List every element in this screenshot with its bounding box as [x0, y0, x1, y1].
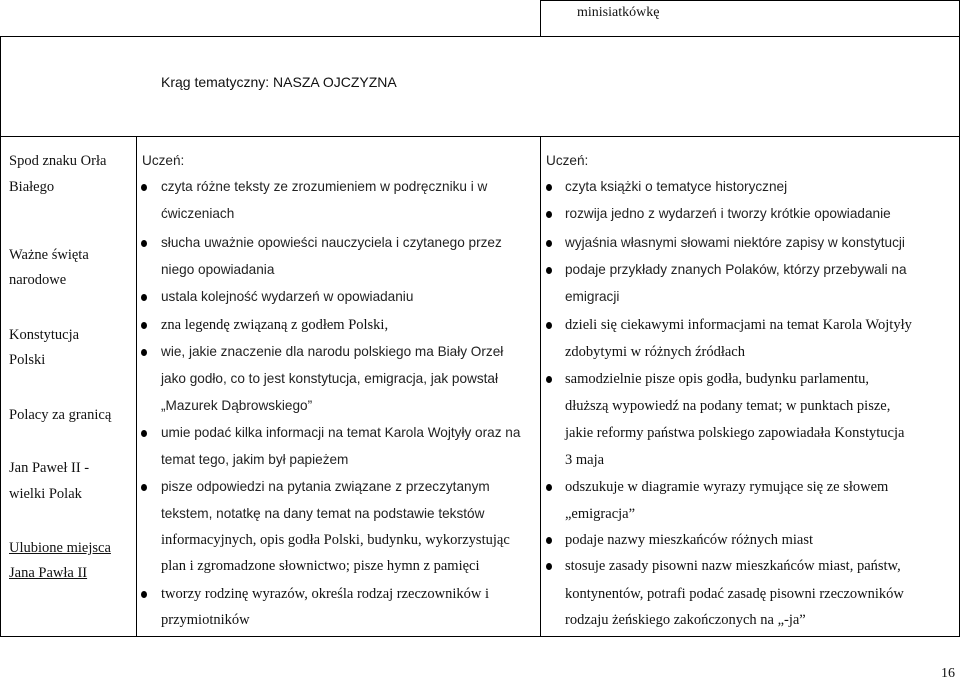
- extended-line: czyta książki o tematyce historycznej: [565, 179, 788, 194]
- extended-line: rodzaju żeńskiego zakończonych na „-ja”: [565, 612, 806, 628]
- basic-line: informacyjnych, opis godła Polski, budynku, wykorzystując: [161, 532, 510, 548]
- topic-line: Jan Paweł II -: [9, 460, 90, 476]
- basic-line: ustala kolejność wydarzeń w opowiadaniu: [161, 289, 414, 304]
- basic-line: niego opowiadania: [161, 262, 275, 277]
- bullet-icon: [141, 184, 147, 191]
- topic-line: Spod znaku Orła: [9, 153, 107, 169]
- extended-line: wyjaśnia własnymi słowami niektóre zapisy w konstytucji: [565, 235, 905, 250]
- basic-line: ćwiczeniach: [161, 206, 235, 221]
- basic-line: czyta różne teksty ze zrozumieniem w podręczniku i w: [161, 179, 488, 194]
- bullet-icon: [141, 322, 147, 329]
- bullet-icon: [141, 294, 147, 301]
- extended-line: dłuższą wypowiedź na podany temat; w punktach pisze,: [565, 398, 891, 414]
- basic-line: jako godło, co to jest konstytucja, emigracja, jak powstał: [161, 371, 498, 386]
- topic-line: Białego: [9, 179, 55, 195]
- bullet-icon: [546, 267, 552, 274]
- basic-line: tworzy rodzinę wyrazów, określa rodzaj rzeczowników i: [161, 586, 489, 602]
- extended-label: Uczeń:: [546, 153, 589, 168]
- topic-line: wielki Polak: [9, 486, 82, 502]
- basic-line: słucha uważnie opowieści nauczyciela i czytanego przez: [161, 235, 502, 250]
- basic-line: temat tego, jakim był papieżem: [161, 452, 349, 467]
- extended-line: jakie reformy państwa polskiego zapowiadała Konstytucja: [565, 425, 905, 441]
- basic-line: umie podać kilka informacji na temat Karola Wojtyły oraz na: [161, 425, 521, 440]
- bullet-icon: [141, 349, 147, 356]
- basic-line: plan i zgromadzone słownictwo; pisze hymn z pamięci: [161, 558, 480, 574]
- topic-line: Ważne święta: [9, 247, 89, 263]
- bullet-icon: [141, 430, 147, 437]
- basic-line: przymiotników: [161, 612, 250, 628]
- basic-line: tekstem, notatkę na dany temat na podstawie tekstów: [161, 506, 485, 521]
- extended-line: zdobytymi w różnych źródłach: [565, 344, 745, 360]
- topic-line: Ulubione miejsca: [9, 540, 111, 556]
- bullet-icon: [546, 184, 552, 191]
- top-cell-text: minisiatkówkę: [577, 5, 660, 20]
- basic-label: Uczeń:: [142, 153, 185, 168]
- topic-line: Polski: [9, 352, 46, 368]
- extended-line: podaje przykłady znanych Polaków, którzy przebywali na: [565, 262, 907, 277]
- extended-line: stosuje zasady pisowni nazw mieszkańców miast, państw,: [565, 558, 901, 574]
- basic-line: zna legendę związaną z godłem Polski,: [161, 317, 389, 333]
- extended-line: „emigracja”: [565, 506, 636, 522]
- extended-line: odszukuje w diagramie wyrazy rymujące się ze słowem: [565, 479, 889, 495]
- bullet-icon: [546, 484, 552, 491]
- extended-line: podaje nazwy mieszkańców różnych miast: [565, 532, 814, 548]
- bullet-icon: [546, 537, 552, 544]
- extended-line: samodzielnie pisze opis godła, budynku parlamentu,: [565, 371, 870, 387]
- extended-line: kontynentów, potrafi podać zasadę pisowni rzeczowników: [565, 586, 904, 602]
- bullet-icon: [141, 240, 147, 247]
- bullet-icon: [141, 484, 147, 491]
- extended-line: dzieli się ciekawymi informacjami na temat Karola Wojtyły: [565, 317, 912, 333]
- bullet-icon: [141, 591, 147, 598]
- topic-line: Konstytucja: [9, 327, 80, 343]
- basic-line: wie, jakie znaczenie dla narodu polskiego ma Biały Orzeł: [161, 344, 504, 359]
- bullet-icon: [546, 563, 552, 570]
- topic-line: narodowe: [9, 272, 67, 288]
- basic-line: „Mazurek Dąbrowskiego”: [161, 398, 313, 413]
- extended-line: 3 maja: [565, 452, 605, 468]
- bullet-icon: [546, 240, 552, 247]
- extended-line: emigracji: [565, 289, 620, 304]
- basic-line: pisze odpowiedzi na pytania związane z przeczytanym: [161, 479, 490, 494]
- topic-line: Polacy za granicą: [9, 407, 112, 423]
- bullet-icon: [546, 211, 552, 218]
- bullet-icon: [546, 376, 552, 383]
- theme-title: Krąg tematyczny: NASZA OJCZYZNA: [161, 74, 397, 90]
- extended-line: rozwija jedno z wydarzeń i tworzy krótkie opowiadanie: [565, 206, 891, 221]
- page-number: 16: [941, 666, 955, 681]
- bullet-icon: [546, 322, 552, 329]
- topic-line: Jana Pawła II: [9, 565, 88, 581]
